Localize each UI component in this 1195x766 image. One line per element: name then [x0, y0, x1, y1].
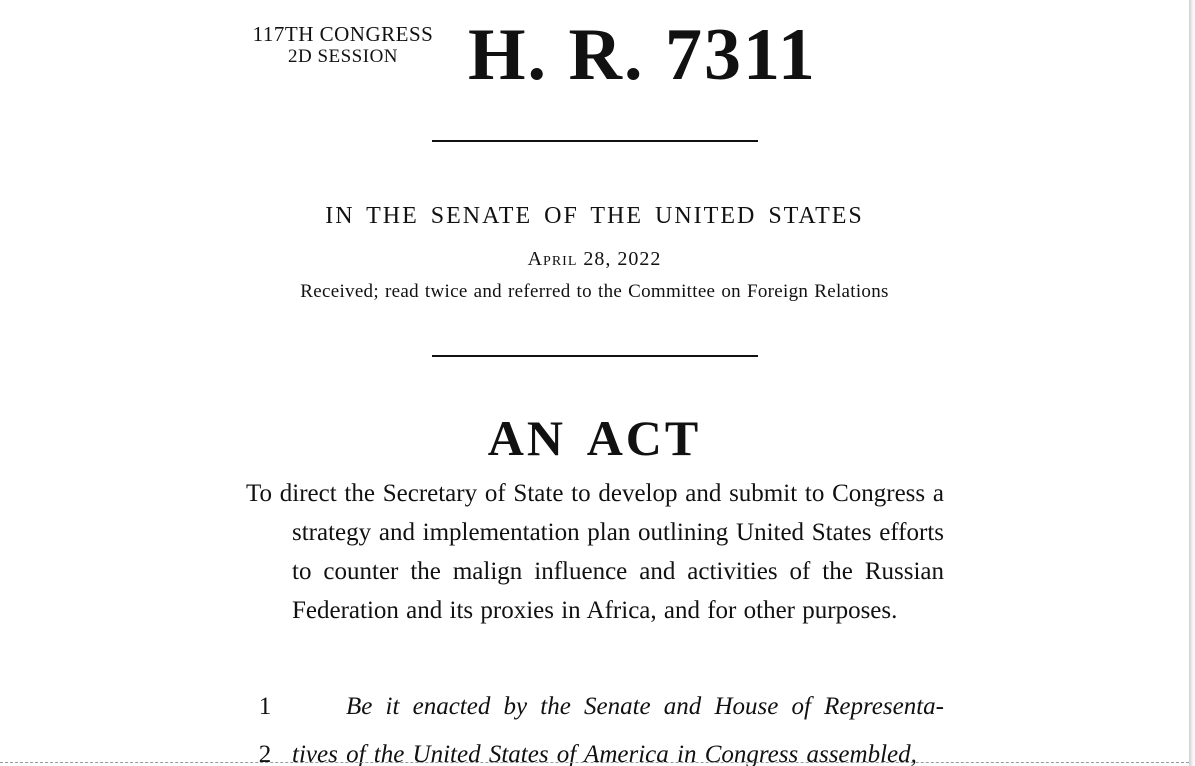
- congress-label: 117TH CONGRESS: [252, 22, 434, 46]
- received-date: April 28, 2022: [527, 248, 662, 270]
- bill-number: H. R. 7311: [468, 14, 817, 96]
- act-title: AN ACT: [487, 410, 702, 466]
- page-edge-shadow: [1189, 0, 1195, 766]
- line-number: 1: [258, 693, 272, 720]
- congress-session-block: [236, 22, 450, 69]
- line-text: tives of the United States of America in Congress assembled,: [292, 741, 917, 766]
- chamber-title: IN THE SENATE OF THE UNITED STATES: [325, 203, 864, 229]
- referral-statement: Received; read twice and referred to the Committee on Foreign Relations: [300, 281, 889, 302]
- session-label: 2D SESSION: [287, 46, 399, 67]
- divider-rule: [432, 140, 758, 142]
- act-purpose: To direct the Secretary of State to develop and submit to Congress a strategy and implementation plan outlining United States efforts to counter the malign influence and activities of the Russian Federation and its proxies in Africa, and for other purposes.: [246, 480, 944, 624]
- line-number: 2: [258, 741, 272, 766]
- line-text: Be it enacted by the Senate and House of Representa-: [346, 693, 944, 720]
- page-break-line: [0, 762, 1189, 766]
- divider-rule: [432, 355, 758, 357]
